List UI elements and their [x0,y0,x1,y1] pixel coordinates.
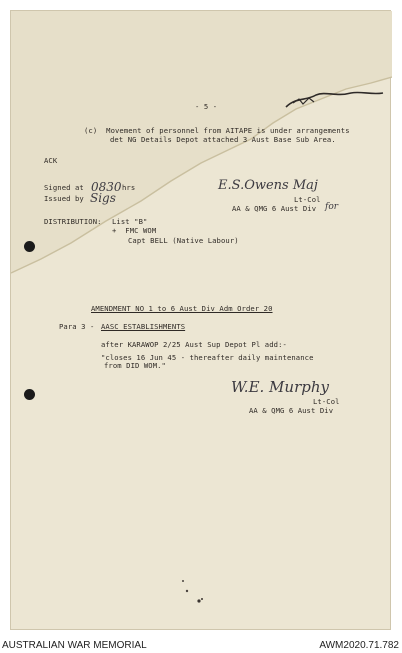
distribution-item-1: List "B" [112,217,148,226]
footer-right-text: AWM2020.71.782 [319,640,399,651]
amendment-title: AMENDMENT NO 1 to 6 Aust Div Adm Order 20 [91,304,273,313]
distribution-item-3: Capt BELL (Native Labour) [128,236,239,245]
punch-hole-top [24,241,35,252]
signature-2-rank: Lt-Col [313,397,340,406]
signature-1-suffix: for [325,202,339,212]
signed-label: Signed at [44,183,84,192]
signature-2: W.E. Murphy [231,378,329,396]
issued-value: Sigs [90,191,116,205]
document-page [10,10,391,630]
quote-line-2: from DID WOM." [104,361,166,370]
para-c-line-2: det NG Details Depot attached 3 Aust Base Sub Area. [110,135,336,144]
punch-hole-bottom [24,389,35,400]
para3-label: Para 3 - [59,322,95,331]
ink-specks [171,571,211,611]
signature-1-title: AA & QMG 6 Aust Div [232,204,317,213]
quote-line-1: "closes 16 Jun 45 - thereafter daily maintenance [101,353,314,362]
after-line: after KARAWOP 2/25 Aust Sup Depot Pl add:- [101,340,287,349]
issued-label: Issued by [44,194,84,203]
signature-2-title: AA & QMG 6 Aust Div [249,406,334,415]
signature-1: E.S.Owens Maj [218,178,318,193]
signature-1-rank: Lt-Col [294,195,321,204]
distribution-label: DISTRIBUTION: [44,217,102,226]
distribution-item-2: + FMC WOM [112,226,157,235]
signed-unit: hrs [122,183,136,192]
page-number: - 5 - [195,102,218,111]
para-c-line-1: (c) Movement of personnel from AITAPE is under arrangements [84,126,350,135]
archive-footer [0,636,402,653]
footer-left-text: AUSTRALIAN WAR MEMORIAL [2,640,147,651]
ack-label: ACK [44,156,58,165]
para3-heading: AASC ESTABLISHMENTS [101,322,186,331]
signed-time: 0830 [91,180,122,194]
